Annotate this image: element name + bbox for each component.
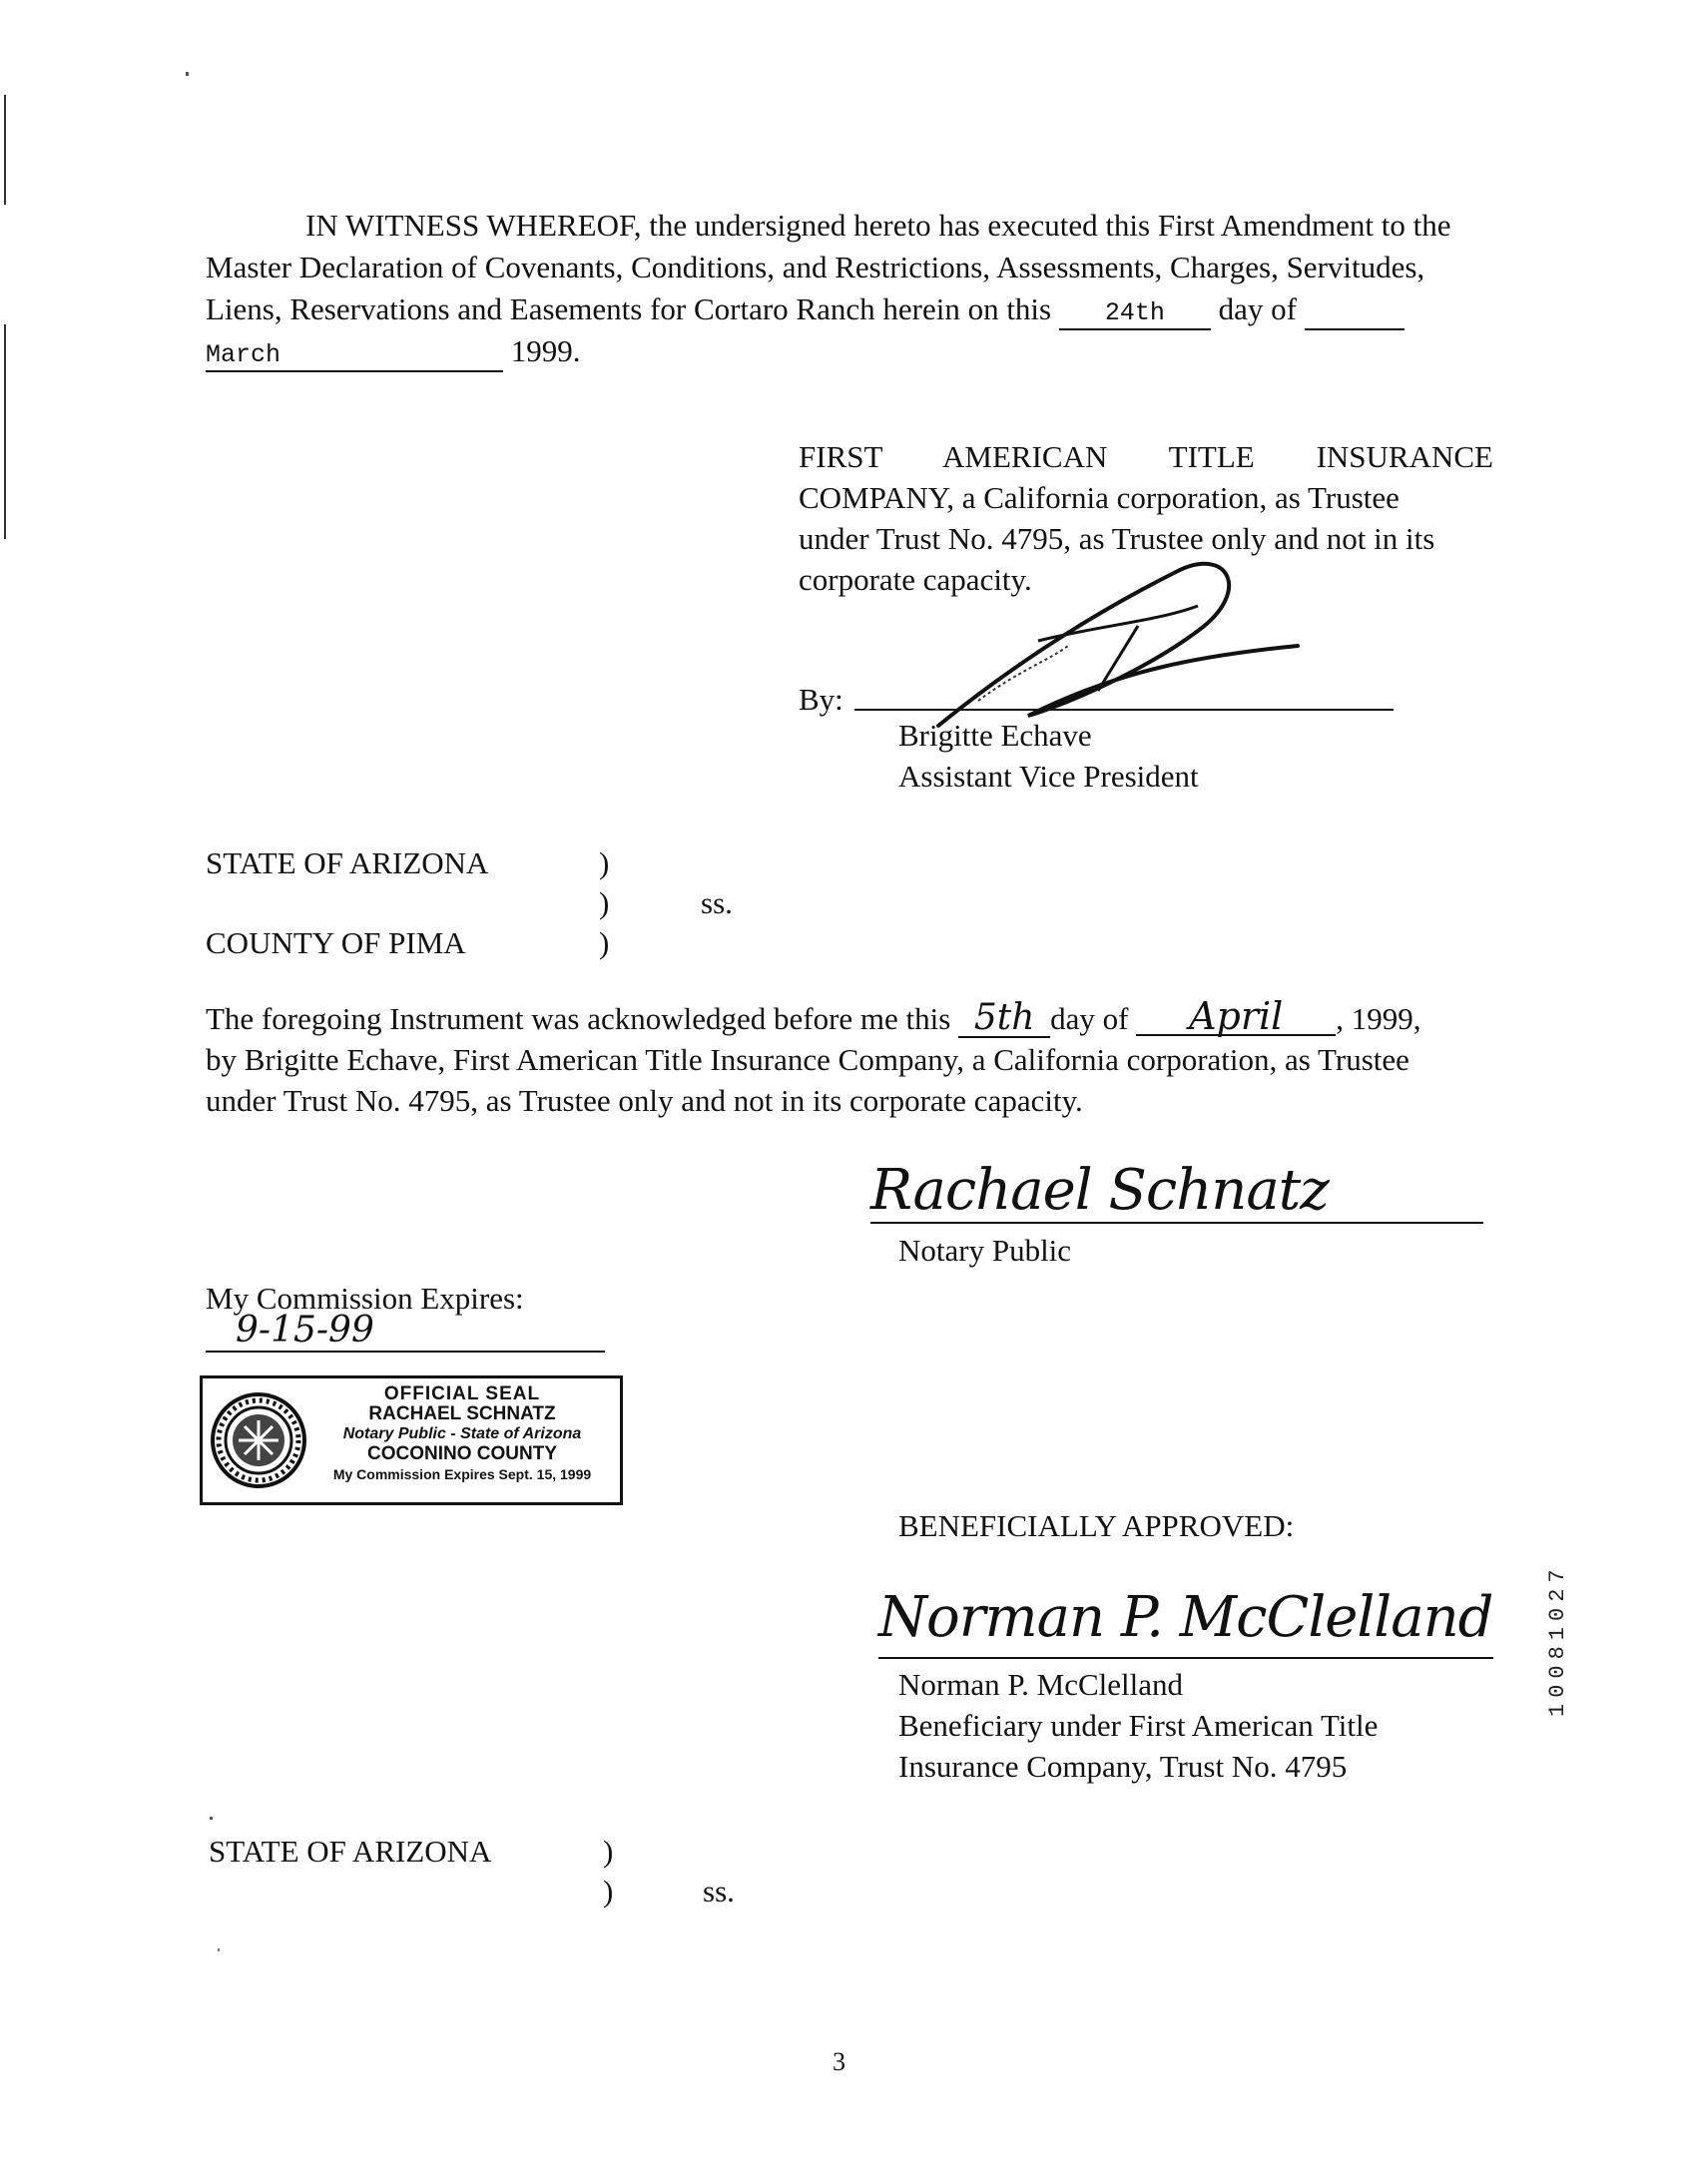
notary-signature-line bbox=[870, 1222, 1483, 1224]
seal-line-5: My Commission Expires Sept. 15, 1999 bbox=[332, 1466, 592, 1482]
approval-heading: BENEFICIALLY APPROVED: bbox=[898, 1508, 1295, 1543]
notary-signature: Rachael Schnatz bbox=[870, 1158, 1329, 1223]
ack-line-2: by Brigitte Echave, First American Title Insurance Company, a California corporation, as Trustee bbox=[206, 1042, 1409, 1077]
seal-line-4: COCONINO COUNTY bbox=[367, 1443, 557, 1464]
trustee-line-4: corporate capacity. bbox=[799, 562, 1032, 597]
margin-recording-stamp: 10081027 bbox=[1545, 1563, 1570, 1717]
ack-line-1-text: The foregoing Instrument was acknowledged before me this bbox=[206, 1001, 951, 1036]
venue2-paren-2: ) bbox=[603, 1874, 614, 1909]
ack-line-3: under Trust No. 4795, as Trustee only and not in its corporate capacity. bbox=[206, 1083, 1083, 1118]
witness-paragraph bbox=[206, 205, 1493, 372]
venue2-paren-1: ) bbox=[603, 1834, 614, 1869]
seal-line-2: RACHAEL SCHNATZ bbox=[368, 1403, 556, 1424]
witness-line-2: Master Declaration of Covenants, Conditions, and Restrictions, Assessments, Charges, Servitudes, bbox=[206, 250, 1425, 284]
ack-line-1 bbox=[206, 994, 1421, 1040]
venue1-state: STATE OF ARIZONA bbox=[206, 845, 489, 880]
seal-line-3: Notary Public - State of Arizona bbox=[342, 1425, 582, 1442]
by-label: By: bbox=[799, 682, 843, 717]
venue1-county: COUNTY OF PIMA bbox=[206, 925, 466, 960]
seal-text-block bbox=[312, 1384, 612, 1484]
approval-line-3: Insurance Company, Trust No. 4795 bbox=[898, 1749, 1348, 1784]
scan-speck bbox=[210, 1817, 213, 1820]
ack-year: , 1999, bbox=[1336, 1001, 1421, 1036]
witness-line-3-text: Liens, Reservations and Easements for Cortaro Ranch herein on this bbox=[206, 291, 1052, 326]
witness-line-4 bbox=[206, 330, 1493, 372]
witness-day-of-text: day of bbox=[1218, 291, 1297, 326]
scan-speck bbox=[186, 72, 189, 76]
trustee-line-2: COMPANY, a California corporation, as Trustee bbox=[799, 480, 1400, 515]
approval-signature: Norman P. McClelland bbox=[878, 1585, 1493, 1650]
witness-month-field: March bbox=[206, 340, 503, 372]
trustee-line-1: FIRST AMERICAN TITLE INSURANCE bbox=[799, 439, 1493, 474]
approval-signature-line bbox=[878, 1657, 1493, 1659]
trustee-signer-title: Assistant Vice President bbox=[898, 759, 1199, 794]
seal-line-1: OFFICIAL SEAL bbox=[383, 1383, 541, 1404]
scan-speck bbox=[218, 1948, 220, 1951]
commission-label: My Commission Expires: bbox=[206, 1281, 524, 1316]
venue1-paren-1: ) bbox=[599, 845, 610, 880]
venue1-ss: ss. bbox=[701, 885, 733, 920]
notary-label: Notary Public bbox=[898, 1233, 1072, 1268]
venue2-ss: ss. bbox=[703, 1874, 735, 1909]
ack-month-field: April bbox=[1136, 998, 1336, 1036]
commission-line bbox=[206, 1351, 605, 1353]
venue1-paren-2: ) bbox=[599, 885, 610, 920]
venue1-paren-3: ) bbox=[599, 925, 610, 960]
seal-emblem bbox=[209, 1390, 308, 1490]
witness-year: 1999. bbox=[510, 333, 581, 368]
commission-value: 9-15-99 bbox=[236, 1310, 374, 1351]
ack-day-of-text: day of bbox=[1050, 1001, 1129, 1036]
approval-line-2: Beneficiary under First American Title bbox=[898, 1708, 1379, 1743]
trustee-signature-line bbox=[854, 709, 1394, 711]
trustee-signature bbox=[898, 551, 1318, 741]
witness-day-field: 24th bbox=[1059, 298, 1211, 330]
trustee-signer-name: Brigitte Echave bbox=[898, 718, 1092, 753]
official-seal-stamp bbox=[200, 1375, 623, 1505]
trustee-line-3: under Trust No. 4795, as Trustee only and not in its bbox=[799, 521, 1435, 556]
venue2-state: STATE OF ARIZONA bbox=[209, 1834, 492, 1869]
approval-name: Norman P. McClelland bbox=[898, 1667, 1183, 1702]
witness-line-3 bbox=[206, 288, 1493, 330]
page-number: 3 bbox=[833, 2047, 845, 2076]
margin-scan-line bbox=[4, 95, 6, 205]
witness-line-1: IN WITNESS WHEREOF, the undersigned hereto has executed this First Amendment to the bbox=[305, 208, 1451, 243]
margin-scan-line bbox=[4, 324, 6, 539]
witness-month-blank bbox=[1305, 298, 1404, 330]
ack-day-field: 5th bbox=[958, 1000, 1050, 1038]
